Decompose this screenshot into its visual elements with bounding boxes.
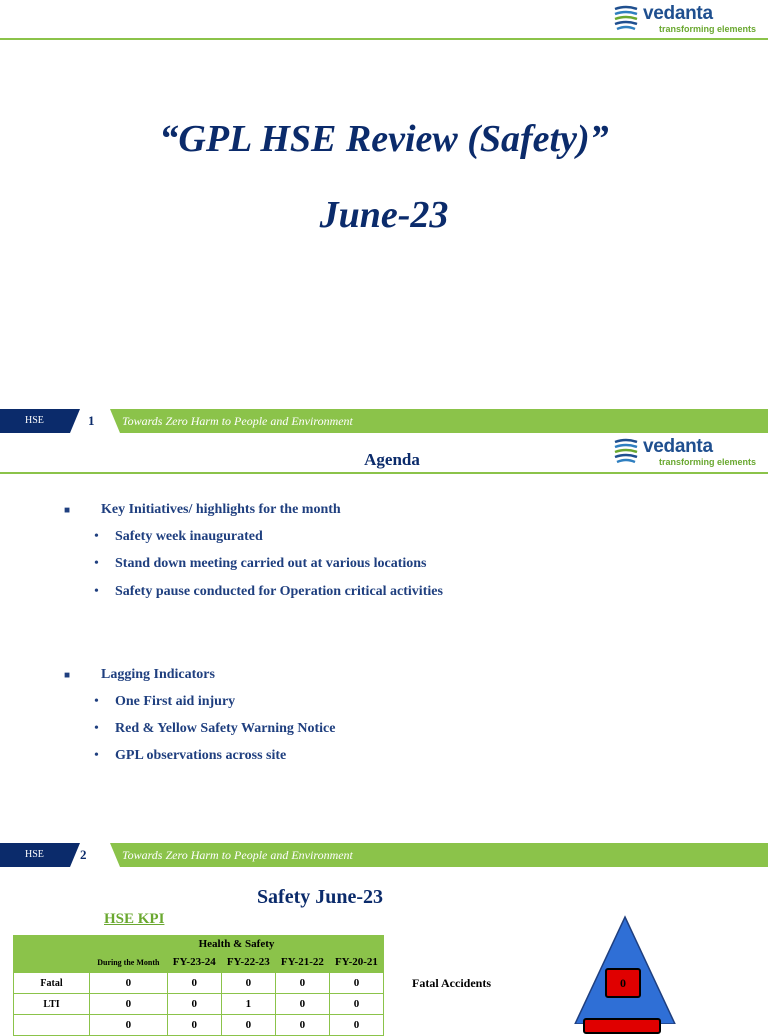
page-number: 2 bbox=[80, 847, 87, 862]
table-cell: 0 bbox=[90, 973, 168, 994]
table-header-row bbox=[14, 952, 384, 973]
section-heading: Key Initiatives/ highlights for the month bbox=[101, 502, 341, 517]
footer-green-slash bbox=[110, 409, 120, 433]
footer-label: HSE bbox=[25, 849, 44, 860]
brand-tagline: transforming elements bbox=[659, 457, 757, 467]
round-bullet-icon: • bbox=[94, 529, 99, 544]
kpi-title: HSE KPI bbox=[104, 911, 165, 927]
row-label bbox=[14, 1015, 90, 1036]
table-cell: 0 bbox=[329, 1015, 383, 1036]
footer-green-slash bbox=[110, 843, 120, 867]
agenda-item: Red & Yellow Safety Warning Notice bbox=[115, 721, 336, 736]
vedanta-logo bbox=[612, 3, 768, 39]
agenda-item: Safety pause conducted for Operation critical activities bbox=[115, 584, 443, 599]
vedanta-emblem-icon bbox=[612, 3, 640, 31]
table-row bbox=[14, 973, 384, 994]
agenda-item: Safety week inaugurated bbox=[115, 529, 263, 544]
column-header: FY-22-23 bbox=[221, 952, 275, 973]
table-cell: 0 bbox=[90, 1015, 168, 1036]
brand-name: vedanta bbox=[643, 3, 713, 24]
fatal-accidents-count: 0 bbox=[605, 968, 641, 998]
agenda-item: GPL observations across site bbox=[115, 748, 287, 763]
column-header: FY-20-21 bbox=[329, 952, 383, 973]
table-cell: 0 bbox=[275, 994, 329, 1015]
row-label: LTI bbox=[14, 994, 90, 1015]
table-cell: 0 bbox=[221, 973, 275, 994]
table-cell: 1 bbox=[221, 994, 275, 1015]
round-bullet-icon: • bbox=[94, 694, 99, 709]
table-cell: 0 bbox=[167, 973, 221, 994]
fatal-accidents-label: Fatal Accidents bbox=[412, 976, 491, 990]
round-bullet-icon: • bbox=[94, 721, 99, 736]
column-header: During the Month bbox=[90, 952, 168, 973]
footer-label: HSE bbox=[25, 415, 44, 426]
table-cell: 0 bbox=[221, 1015, 275, 1036]
agenda-title: Agenda bbox=[364, 450, 420, 469]
group-header: Health & Safety bbox=[90, 936, 384, 952]
round-bullet-icon: • bbox=[94, 556, 99, 571]
pyramid-next-box bbox=[583, 1018, 661, 1034]
table-cell: 0 bbox=[329, 994, 383, 1015]
round-bullet-icon: • bbox=[94, 748, 99, 763]
footer-slash bbox=[70, 843, 80, 867]
table-cell: 0 bbox=[167, 994, 221, 1015]
square-bullet-icon: ■ bbox=[64, 670, 71, 681]
square-bullet-icon: ■ bbox=[64, 505, 71, 516]
table-cell: 0 bbox=[275, 973, 329, 994]
section-heading: Lagging Indicators bbox=[101, 667, 215, 682]
header-divider bbox=[0, 38, 768, 40]
footer-motto: Towards Zero Harm to People and Environment bbox=[122, 848, 353, 862]
slide-footer bbox=[0, 843, 768, 867]
slide-subtitle: June-23 bbox=[319, 194, 449, 236]
round-bullet-icon: • bbox=[94, 584, 99, 599]
row-label: Fatal bbox=[14, 973, 90, 994]
column-header: FY-23-24 bbox=[167, 952, 221, 973]
table-cell: 0 bbox=[90, 994, 168, 1015]
agenda-item: Stand down meeting carried out at various locations bbox=[115, 556, 427, 571]
footer-motto: Towards Zero Harm to People and Environment bbox=[122, 414, 353, 428]
header-blank-cell bbox=[14, 952, 90, 973]
table-row bbox=[14, 994, 384, 1015]
safety-title: Safety June-23 bbox=[256, 886, 384, 908]
header-blank-cell bbox=[14, 936, 90, 952]
table-cell: 0 bbox=[275, 1015, 329, 1036]
agenda-item: One First aid injury bbox=[115, 694, 236, 709]
footer-slash bbox=[70, 409, 80, 433]
table-row bbox=[14, 1015, 384, 1036]
header-divider bbox=[0, 472, 768, 474]
table-header-row bbox=[14, 936, 384, 952]
slide-title: “GPL HSE Review (Safety)” bbox=[159, 118, 609, 160]
hse-kpi-table bbox=[13, 935, 384, 1036]
column-header: FY-21-22 bbox=[275, 952, 329, 973]
slide-footer bbox=[0, 409, 768, 433]
brand-tagline: transforming elements bbox=[659, 24, 757, 34]
brand-name: vedanta bbox=[643, 436, 713, 457]
table-cell: 0 bbox=[329, 973, 383, 994]
page-number: 1 bbox=[88, 413, 95, 428]
table-cell: 0 bbox=[167, 1015, 221, 1036]
